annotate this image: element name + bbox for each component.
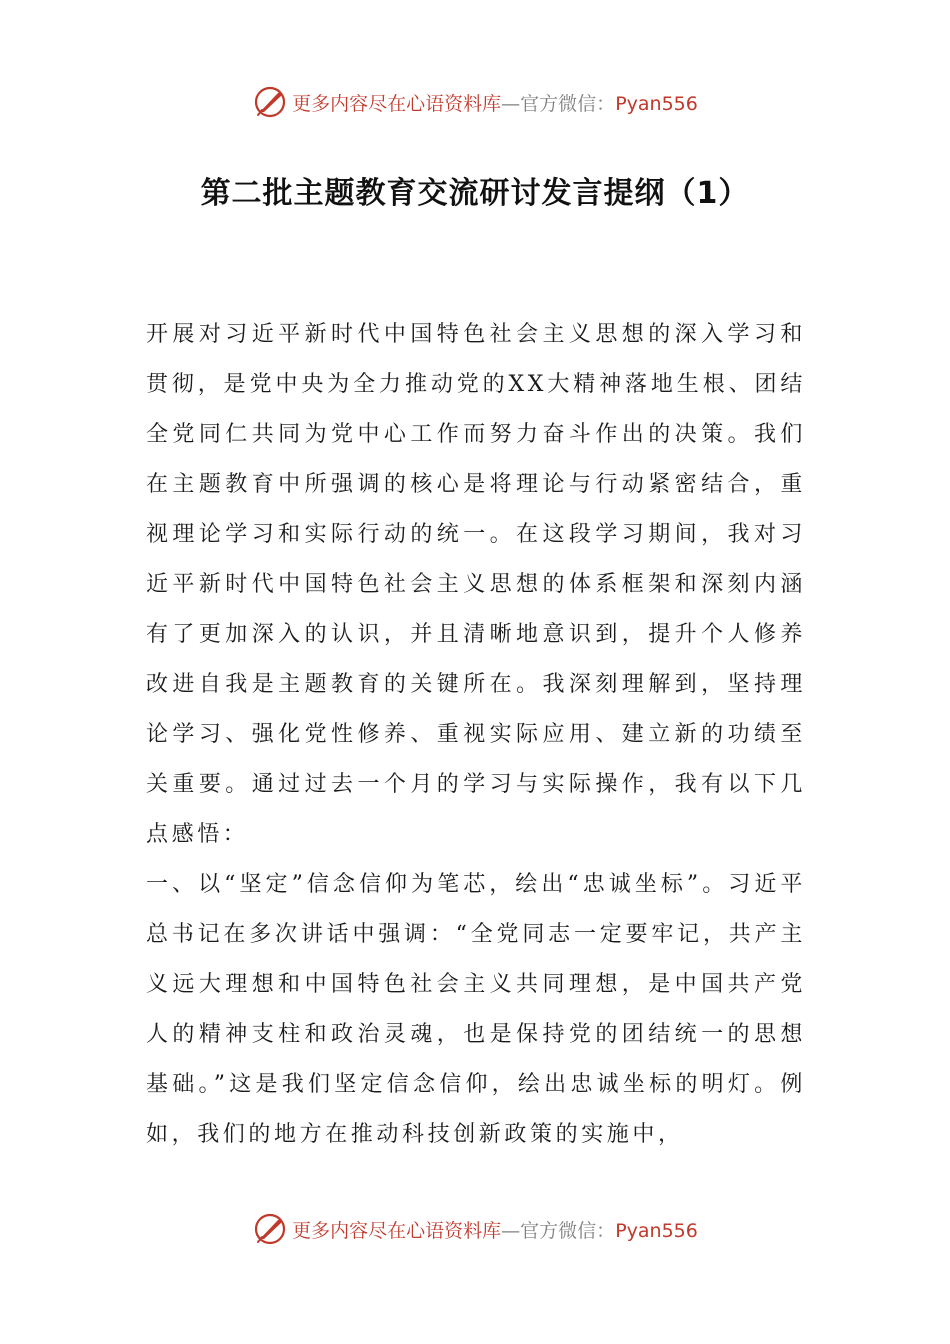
paragraph-section-one: 一、以“坚定”信念信仰为笔芯，绘出“忠诚坐标”。习近平总书记在多次讲话中强调：“全党同志一定要牢记，共产主义远大理想和中国特色社会主义共同理想，是中国共产党人的精神支柱和政治灵魂，也是保持党的团结统一的思想基础。”这是我们坚定信念信仰，绘出忠诚坐标的明灯。例如，我们的地方在推动科技创新政策的实施中， [146, 872, 806, 1147]
watermark-dash: — [501, 92, 521, 115]
document-title: 第二批主题教育交流研讨发言提纲（1） [200, 176, 750, 211]
watermark-prefix: 更多内容尽在心语资料库 [292, 92, 502, 115]
watermark-wechat-id: Pyan556 [615, 92, 698, 115]
watermark-suffix: 官方微信： [520, 92, 616, 115]
watermark-dash: — [501, 1219, 521, 1242]
watermark-text [292, 1216, 698, 1243]
paragraph-intro: 开展对习近平新时代中国特色社会主义思想的深入学习和贯彻，是党中央为全力推动党的XX大精神落地生根、团结全党同仁共同为党中心工作而努力奋斗作出的决策。我们在主题教育中所强调的核心是将理论与行动紧密结合，重视理论学习和实际行动的统一。在这段学习期间，我对习近平新时代中国特色社会主义思想的体系框架和深刻内涵有了更加深入的认识，并且清晰地意识到，提升个人修养改进自我是主题教育的关键所在。我深刻理解到，坚持理论学习、强化党性修养、重视实际应用、建立新的功绩至关重要。通过过去一个月的学习与实际操作，我有以下几点感悟： [146, 322, 806, 847]
watermark-prefix: 更多内容尽在心语资料库 [292, 1219, 502, 1242]
quill-pen-logo-icon [252, 1211, 288, 1247]
watermark-banner-bottom [0, 1209, 950, 1249]
document-body [146, 310, 806, 1160]
watermark-text [292, 89, 698, 116]
quill-pen-logo-icon [252, 84, 288, 120]
watermark-suffix: 官方微信： [520, 1219, 616, 1242]
watermark-wechat-id: Pyan556 [615, 1219, 698, 1242]
watermark-banner-top [0, 82, 950, 122]
